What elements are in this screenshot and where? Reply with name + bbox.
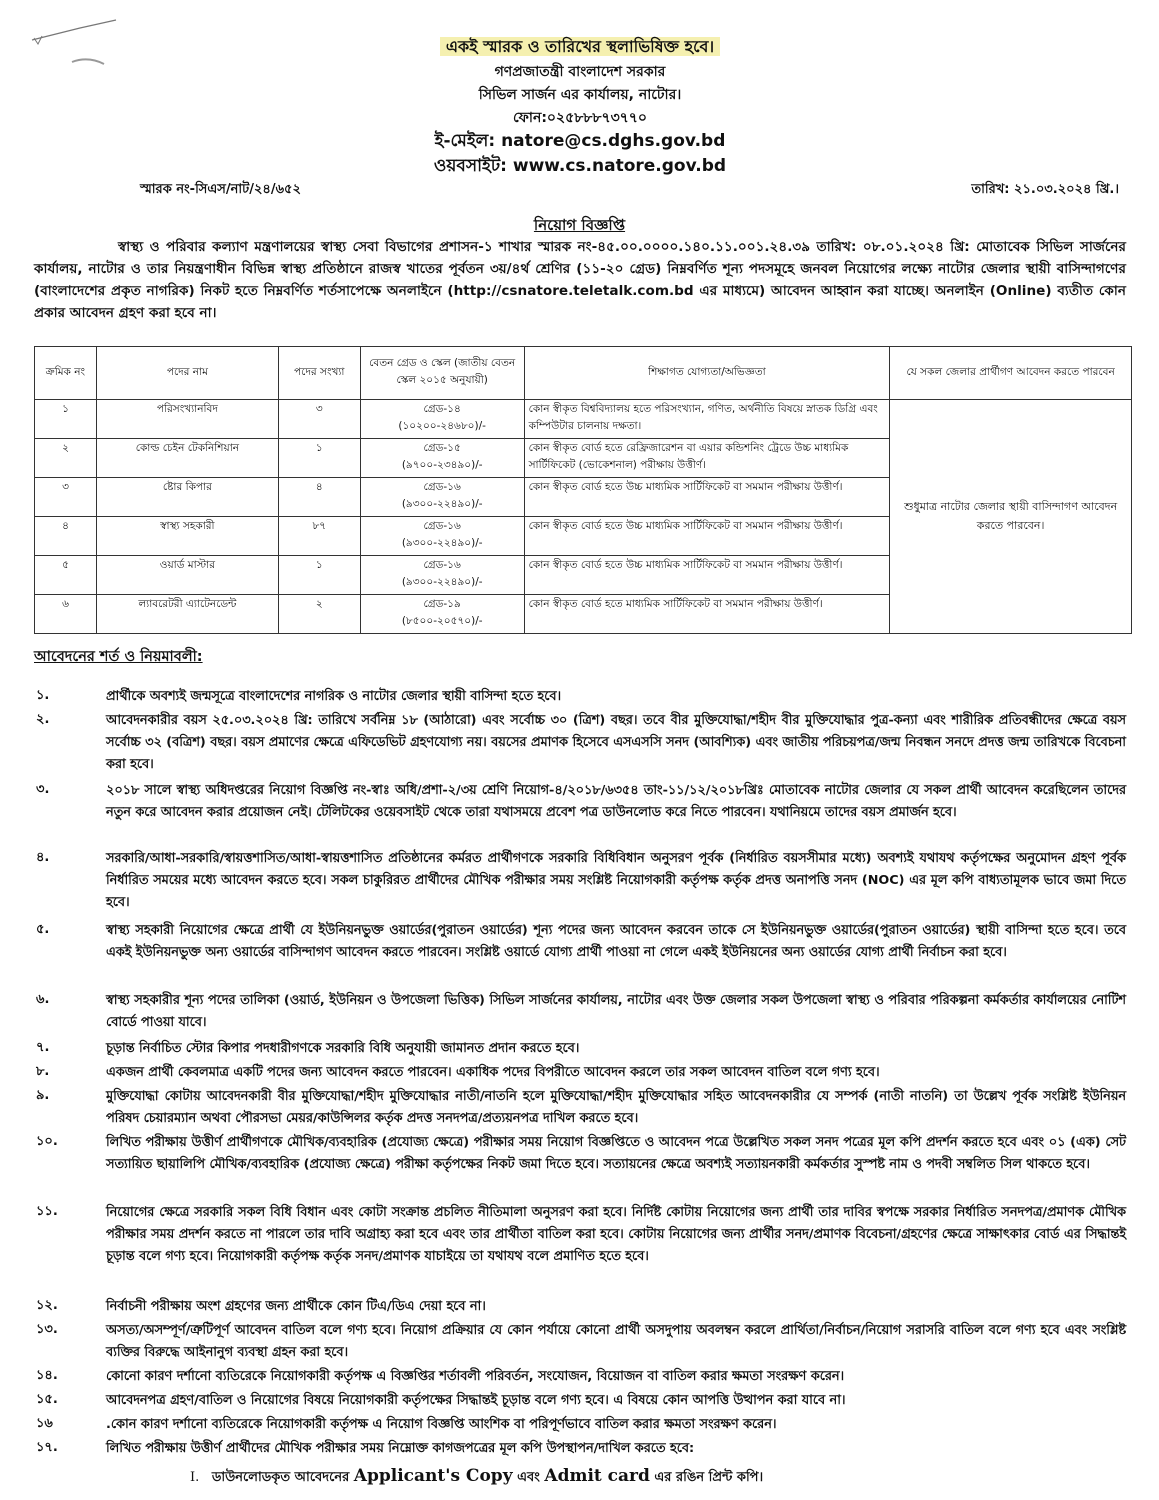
admit-card-label: Admit card [544,1466,650,1486]
condition-text: মুক্তিযোদ্ধা কোটায় আবেদনকারী বীর মুক্তিযোদ্ধা/শহীদ মুক্তিযোদ্ধার নাতী/নাতনি হলে মুক্তিযোদ্ধা/শহীদ মুক্তিযোদ্ধার সহিত আবেদনকারীর যে সম্পর্ক (নাতী নাতনি) তা উল্লেখ পূর্বক সংশ্লিষ্ট ইউনিয়ন পরিষদ চেয়ারম্যান অথবা পৌরসভা মেয়র/কাউন্সিলর কর্তৃক প্রদত্ত সনদপত্র/প্রত্যয়নপত্র দাখিল করতে হবে। [106,1089,1126,1126]
condition-text: কোনো কারণ দর্শানো ব্যতিরেকে নিয়োগকারী কর্তৃপক্ষ এ বিজ্ঞপ্তির শর্তাবলী পরিবর্তন, সংযোজন, বিয়োজন বা বাতিল করার ক্ষমতা সংরক্ষণ করেন। [106,1369,845,1384]
supersede-note: একই স্মারক ও তারিখের স্থলাভিষিক্ত হবে। [330,34,830,61]
condition-number: ১৩. [36,1322,58,1337]
condition-number: ১০. [36,1134,58,1149]
grade-label: গ্রেড-১৪ [423,403,461,415]
row-count: ১ [278,439,360,478]
govt-name: গণপ্রজাতন্ত্রী বাংলাদেশ সরকার [494,64,666,80]
row-sl: ৫ [35,556,97,595]
grade-scale: (৯৩০০-২২৪৯০)/- [401,537,483,549]
header-grade: বেতন গ্রেড ও স্কেল (জাতীয় বেতন স্কেল ২০১৫ অনুযায়ী) [360,347,524,400]
condition-text: একজন প্রার্থী কেবলমাত্র একটি পদের জন্য আবেদন করতে পারবেন। একাধিক পদের বিপরীতে আবেদন করলে তার সকল আবেদন বাতিল বলে গণ্য হবে। [106,1065,880,1080]
row-qualification: কোন স্বীকৃত বোর্ড হতে উচ্চ মাধ্যমিক সার্টিফিকেট বা সমমান পরীক্ষায় উত্তীর্ণ। [524,478,890,517]
condition-text: নিয়োগের ক্ষেত্রে সরকারি সকল বিধি বিধান এবং কোটা সংক্রান্ত প্রচলিত নীতিমালা অনুসরণ করা হবে। নির্দিষ্ট কোটায় নিয়োগের জন্য প্রার্থী তার দাবির স্বপক্ষে সরকার নির্ধারিত সনদপত্র/প্রমাণক মৌখিক পরীক্ষার সময় প্রদর্শন করতে না পারলে তার দাবি অগ্রাহ্য করা হবে এবং তার প্রার্থীতা বাতিল করা হবে। কোটায় নিয়োগের জন্য প্রার্থীর সনদ/প্রমাণক বিবেচনা/গ্রহণের ক্ষেত্রে সাক্ষাৎকার বোর্ড এর সিদ্ধান্তই চূড়ান্ত বলে গণ্য হবে। নিয়োগকারী কর্তৃপক্ষ কর্তৃক সনদ/প্রমাণক যাচাইয়ে তা যথাযথ বলে প্রমাণিত হতে হবে। [106,1205,1126,1264]
condition-number: ৯. [36,1088,50,1103]
row-grade [360,517,524,556]
posts-table [34,346,1132,634]
row-grade [360,400,524,439]
condition-number: ৪. [36,850,50,865]
condition-number: ৫. [36,922,50,937]
row-grade [360,439,524,478]
condition-text: আবেদনপত্র গ্রহণ/বাতিল ও নিয়োগের বিষয়ে নিয়োগকারী কর্তৃপক্ষের সিদ্ধান্তই চূড়ান্ত বলে গণ্য হবে। এ বিষয়ে কোন আপত্তি উত্থাপন করা যাবে না। [106,1393,846,1408]
condition-text: লিখিত পরীক্ষায় উত্তীর্ণ প্রার্থীদের মৌখিক পরীক্ষার সময় নিম্নোক্ত কাগজপত্রের মূল কপি উপস্থাপন/দাখিল করতে হবে: [106,1441,695,1456]
pen-scribble-mark [30,18,120,48]
condition-number: ৬. [36,992,50,1007]
row-sl: ৪ [35,517,97,556]
grade-scale: (৯৩০০-২২৪৯০)/- [401,576,483,588]
grade-label: গ্রেড-১৬ [423,520,461,532]
header-qualification: শিক্ষাগত যোগ্যতা/অভিজ্ঞতা [524,347,890,400]
row-post: পরিসংখ্যানবিদ [96,400,278,439]
row-count: ৩ [278,400,360,439]
sub-item-and: এবং [517,1470,540,1485]
sub-item-text-post: এর রঙিন প্রিন্ট কপি। [654,1470,764,1485]
condition-number: ১৫. [36,1392,58,1407]
memo-number: স্মারক নং-সিএস/নাট/২৪/৬৫২ [140,182,301,197]
office-name: সিভিল সার্জন এর কার্যালয়, নাটোর। [478,87,682,103]
grade-label: গ্রেড-১৬ [423,559,461,571]
row-sl: ২ [35,439,97,478]
grade-label: গ্রেড-১৯ [423,598,461,610]
grade-scale: (১০২০০-২৪৬৮০)/- [398,420,486,432]
condition-text: স্বাস্থ্য সহকারীর শূন্য পদের তালিকা (ওয়ার্ড, ইউনিয়ন ও উপজেলা ভিত্তিক) সিভিল সার্জনের কার্যালয়, নাটোর এবং উক্ত জেলার সকল উপজেলা স্বাস্থ্য ও পরিবার পরিকল্পনা কর্মকর্তার কার্যালয়ের নোটিশ বোর্ডে পাওয়া যাবে। [106,993,1126,1030]
row-grade [360,556,524,595]
row-count: ৮৭ [278,517,360,556]
condition-number: ৮. [36,1064,50,1079]
row-sl: ১ [35,400,97,439]
condition-text: আবেদনকারীর বয়স ২৫.০৩.২০২৪ খ্রি: তারিখে সর্বনিম্ন ১৮ (আঠারো) এবং সর্বোচ্চ ৩০ (ত্রিশ) বছর। তবে বীর মুক্তিযোদ্ধা/শহীদ বীর মুক্তিযোদ্ধার পুত্র-কন্যা এবং শারীরিক প্রতিবন্ধীদের ক্ষেত্রে বয়স সর্বোচ্চ ৩২ (বত্রিশ) বছর। বয়স প্রমাণের ক্ষেত্রে এফিডেভিট গ্রহণযোগ্য নয়। বয়সের প্রমাণক হিসেবে এসএসসি সনদ (আবশ্যিক) এবং জাতীয় পরিচয়পত্র/জন্ম নিবন্ধন সনদে প্রদত্ত জন্ম তারিখকে বিবেচনা করা হবে। [106,713,1126,772]
row-qualification: কোন স্বীকৃত বোর্ড হতে রেফ্রিজারেশন বা এয়ার কন্ডিশনিং ট্রেডে উচ্চ মাধ্যমিক সার্টিফিকেট (ভোকেশনাল) পরীক্ষায় উত্তীর্ণ। [524,439,890,478]
sub-item-text-pre: ডাউনলোডকৃত আবেদনের [211,1470,350,1485]
office-phone: ফোন:০২৫৮৮৮৭৩৭৭০ [513,110,647,126]
header-count: পদের সংখ্যা [278,347,360,400]
grade-label: গ্রেড-১৬ [423,481,461,493]
table-row [35,400,1132,439]
condition-text: লিখিত পরীক্ষায় উত্তীর্ণ প্রার্থীগণকে মৌখিক/ব্যবহারিক (প্রযোজ্য ক্ষেত্রে) পরীক্ষার সময় নিয়োগ বিজ্ঞপ্তিতে ও আবেদন পত্রে উল্লেখিত সকল সনদ পত্রের মূল কপি প্রদর্শন করতে হবে এবং ০১ (এক) সেট সত্যায়িত ছায়ালিপি মৌখিক/ব্যবহারিক (প্রযোজ্য ক্ষেত্রে) পরীক্ষা কর্তৃপক্ষের নিকট জমা দিতে হবে। সত্যায়নের ক্ষেত্রে অবশ্যই সত্যায়নকারী কর্মকর্তার সুস্পষ্ট নাম ও পদবী সম্বলিত সিল থাকতে হবে। [106,1135,1126,1172]
row-qualification: কোন স্বীকৃত বোর্ড হতে উচ্চ মাধ্যমিক সার্টিফিকেট বা সমমান পরীক্ষায় উত্তীর্ণ। [524,556,890,595]
row-count: ১ [278,556,360,595]
row-grade [360,478,524,517]
applicant-copy-label: Applicant's Copy [353,1466,513,1486]
condition-number: ১৪. [36,1368,58,1383]
header-sl: ক্রমিক নং [35,347,97,400]
condition-text: চূড়ান্ত নির্বাচিত স্টোর কিপার পদধারীগণকে সরকারি বিধি অনুযায়ী জামানত প্রদান করতে হবে। [106,1041,580,1056]
row-post: ল্যাবরেটরী এ্যাটেনডেন্ট [96,595,278,634]
header-post: পদের নাম [96,347,278,400]
row-sl: ৬ [35,595,97,634]
condition-text: স্বাস্থ্য সহকারী নিয়োগের ক্ষেত্রে প্রার্থী যে ইউনিয়নভুক্ত ওয়ার্ডের(পুরাতন ওয়ার্ডের) শূন্য পদের জন্য আবেদন করবেন তাকে সে ইউনিয়নভুক্ত ওয়ার্ডের(পুরাতন ওয়ার্ডের) স্থায়ী বাসিন্দা হতে হবে। তবে একই ইউনিয়নভুক্ত অন্য ওয়ার্ডের বাসিন্দাগণ আবেদন করতে পারবেন। সংশ্লিষ্ট ওয়ার্ডে যোগ্য প্রার্থী পাওয়া না গেলে একই ইউনিয়নের অন্য ওয়ার্ডের যোগ্য প্রার্থী নির্বাচন করা হবে। [106,923,1126,960]
condition-number: ১২. [36,1298,58,1313]
row-post: ওয়ার্ড মাস্টার [96,556,278,595]
condition-number: ১. [36,688,50,703]
intro-paragraph: স্বাস্থ্য ও পরিবার কল্যাণ মন্ত্রণালয়ের স্বাস্থ্য সেবা বিভাগের প্রশাসন-১ শাখার স্মারক নং-৪৫.০০.০০০০.১৪০.১১.০০১.২৪.৩৯ তারিখ: ০৮.০১.২০২৪ খ্রি: মোতাবেক সিভিল সার্জনের কার্যালয়, নাটোর ও তার নিয়ন্ত্রণাধীন বিভিন্ন স্বাস্থ্য প্রতিষ্ঠানে রাজস্ব খাতের পূর্বতন ৩য়/৪র্থ শ্রেণির (১১-২০ গ্রেড) নিম্নবর্ণিত শূন্য পদসমূহে জনবল নিয়োগের লক্ষ্যে নাটোর জেলার স্থায়ী বাসিন্দাগণের (বাংলাদেশের প্রকৃত নাগরিক) নিকট হতে নিম্নবর্ণিত শর্তসাপেক্ষে অনলাইনে (http://csnatore.teletalk.com.bd এর মাধ্যমে) আবেদন আহ্বান করা যাচ্ছে। অনলাইন (Online) ব্যতীত কোন প্রকার আবেদন গ্রহণ করা হবে না। [34,239,1126,321]
condition-number: ১৬ [36,1416,53,1431]
row-post: কোল্ড চেইন টেকনিশিয়ান [96,439,278,478]
row-qualification: কোন স্বীকৃত বোর্ড হতে মাধ্যমিক সার্টিফিকেট বা সমমান পরীক্ষায় উত্তীর্ণ। [524,595,890,634]
grade-scale: (৮৫০০-২০৫৭০)/- [401,615,483,627]
grade-scale: (৯৩০০-২২৪৯০)/- [401,498,483,510]
sub-item-number: I. [190,1470,200,1485]
table-header-row [35,347,1132,400]
condition-text: সরকারি/আধা-সরকারি/স্বায়ত্তশাসিত/আধা-স্বায়ত্তশাসিত প্রতিষ্ঠানের কর্মরত প্রার্থীগণকে সরকারি বিধিবিধান অনুসরণ পূর্বক (নির্ধারিত বয়সসীমার মধ্যে) অবশ্যই যথাযথ কর্তৃপক্ষের অনুমোদন গ্রহণ পূর্বক নির্ধারিত সময়ের মধ্যে আবেদন করতে হবে। সকল চাকুরিরত প্রার্থীদের মৌখিক পরীক্ষার সময় সংশ্লিষ্ট নিয়োগকারী কর্তৃপক্ষ কর্তৃক প্রদত্ত অনাপত্তি সনদ (NOC) এর মূল কপি বাধ্যতামূলক ভাবে জমা দিতে হবে। [106,851,1126,910]
office-website: ওয়বসাইট: www.cs.natore.gov.bd [433,156,727,176]
condition-number: ২. [36,712,50,727]
condition-number: ১৭. [36,1440,58,1455]
notice-date: তারিখ: ২১.০৩.২০২৪ খ্রি.। [971,182,1119,197]
row-post: ষ্টোর কিপার [96,478,278,517]
document-sub-item [190,1466,763,1489]
condition-text: প্রার্থীকে অবশ্যই জন্মসূত্রে বাংলাদেশের নাগরিক ও নাটোর জেলার স্থায়ী বাসিন্দা হতে হবে। [106,689,562,704]
row-qualification: কোন স্বীকৃত বোর্ড হতে উচ্চ মাধ্যমিক সার্টিফিকেট বা সমমান পরীক্ষায় উত্তীর্ণ। [524,517,890,556]
condition-number: ৭. [36,1040,50,1055]
condition-text: ২০১৮ সালে স্বাস্থ্য অধিদপ্তরের নিয়োগ বিজ্ঞপ্তি নং-স্বাঃ অধি/প্রশা-২/৩য় শ্রেণি নিয়োগ-৪/২০১৮/৬৩৫৪ তাং-১১/১২/২০১৮খ্রিঃ মোতাবেক নাটোর জেলার যে সকল প্রার্থী আবেদন করেছিলেন তাদের নতুন করে আবেদন করার প্রয়োজন নেই। টেলিটকের ওয়েবসাইট থেকে তারা যথাসময়ে প্রবেশ পত্র ডাউনলোড করে নিতে পারবেন। যথানিয়মে তাদের বয়স প্রমার্জন হবে। [106,783,1126,820]
row-count: ২ [278,595,360,634]
condition-text: নির্বাচনী পরীক্ষায় অংশ গ্রহণের জন্য প্রার্থীকে কোন টিএ/ডিএ দেয়া হবে না। [106,1299,486,1314]
row-qualification: কোন স্বীকৃত বিশ্ববিদ্যালয় হতে পরিসংখ্যান, গণিত, অর্থনীতি বিষয়ে স্নাতক ডিগ্রি এবং কম্পিউটার চালনায় দক্ষতা। [524,400,890,439]
row-grade [360,595,524,634]
eligibility-cell: শুধুমাত্র নাটোর জেলার স্থায়ী বাসিন্দাগণ আবেদন করতে পারবেন। [890,400,1132,634]
notice-title: নিয়োগ বিজ্ঞপ্তি [533,216,626,234]
grade-scale: (৯৭০০-২৩৪৯০)/- [401,459,483,471]
row-post: স্বাস্থ্য সহকারী [96,517,278,556]
condition-number: ১১. [36,1204,58,1219]
grade-label: গ্রেড-১৫ [423,442,461,454]
ink-smudge-mark [68,52,108,72]
conditions-title: আবেদনের শর্ত ও নিয়মাবলী: [34,649,203,665]
condition-text: .কোন কারণ দর্শানো ব্যতিরেকে নিয়োগকারী কর্তৃপক্ষ এ নিয়োগ বিজ্ঞপ্তি আংশিক বা পরিপূর্ণভাবে বাতিল করার ক্ষমতা সংরক্ষণ করেন। [106,1417,777,1432]
condition-number: ৩. [36,782,50,797]
row-count: ৪ [278,478,360,517]
office-email: ই-মেইল: natore@cs.dghs.gov.bd [434,131,726,151]
condition-text: অসত্য/অসম্পূর্ণ/ত্রুটিপূর্ণ আবেদন বাতিল বলে গণ্য হবে। নিয়োগ প্রক্রিয়ার যে কোন পর্যায়ে কোনো প্রার্থী অসদুপায় অবলম্বন করলে প্রার্থিতা/নির্বাচন/নিয়োগ সরাসরি বাতিল বলে গণ্য হবে এবং সংশ্লিষ্ট ব্যক্তির বিরুদ্ধে আইনানুগ ব্যবস্থা গ্রহন করা হবে। [106,1323,1126,1360]
row-sl: ৩ [35,478,97,517]
header-district: যে সকল জেলার প্রার্থীগণ আবেদন করতে পারবেন [890,347,1132,400]
